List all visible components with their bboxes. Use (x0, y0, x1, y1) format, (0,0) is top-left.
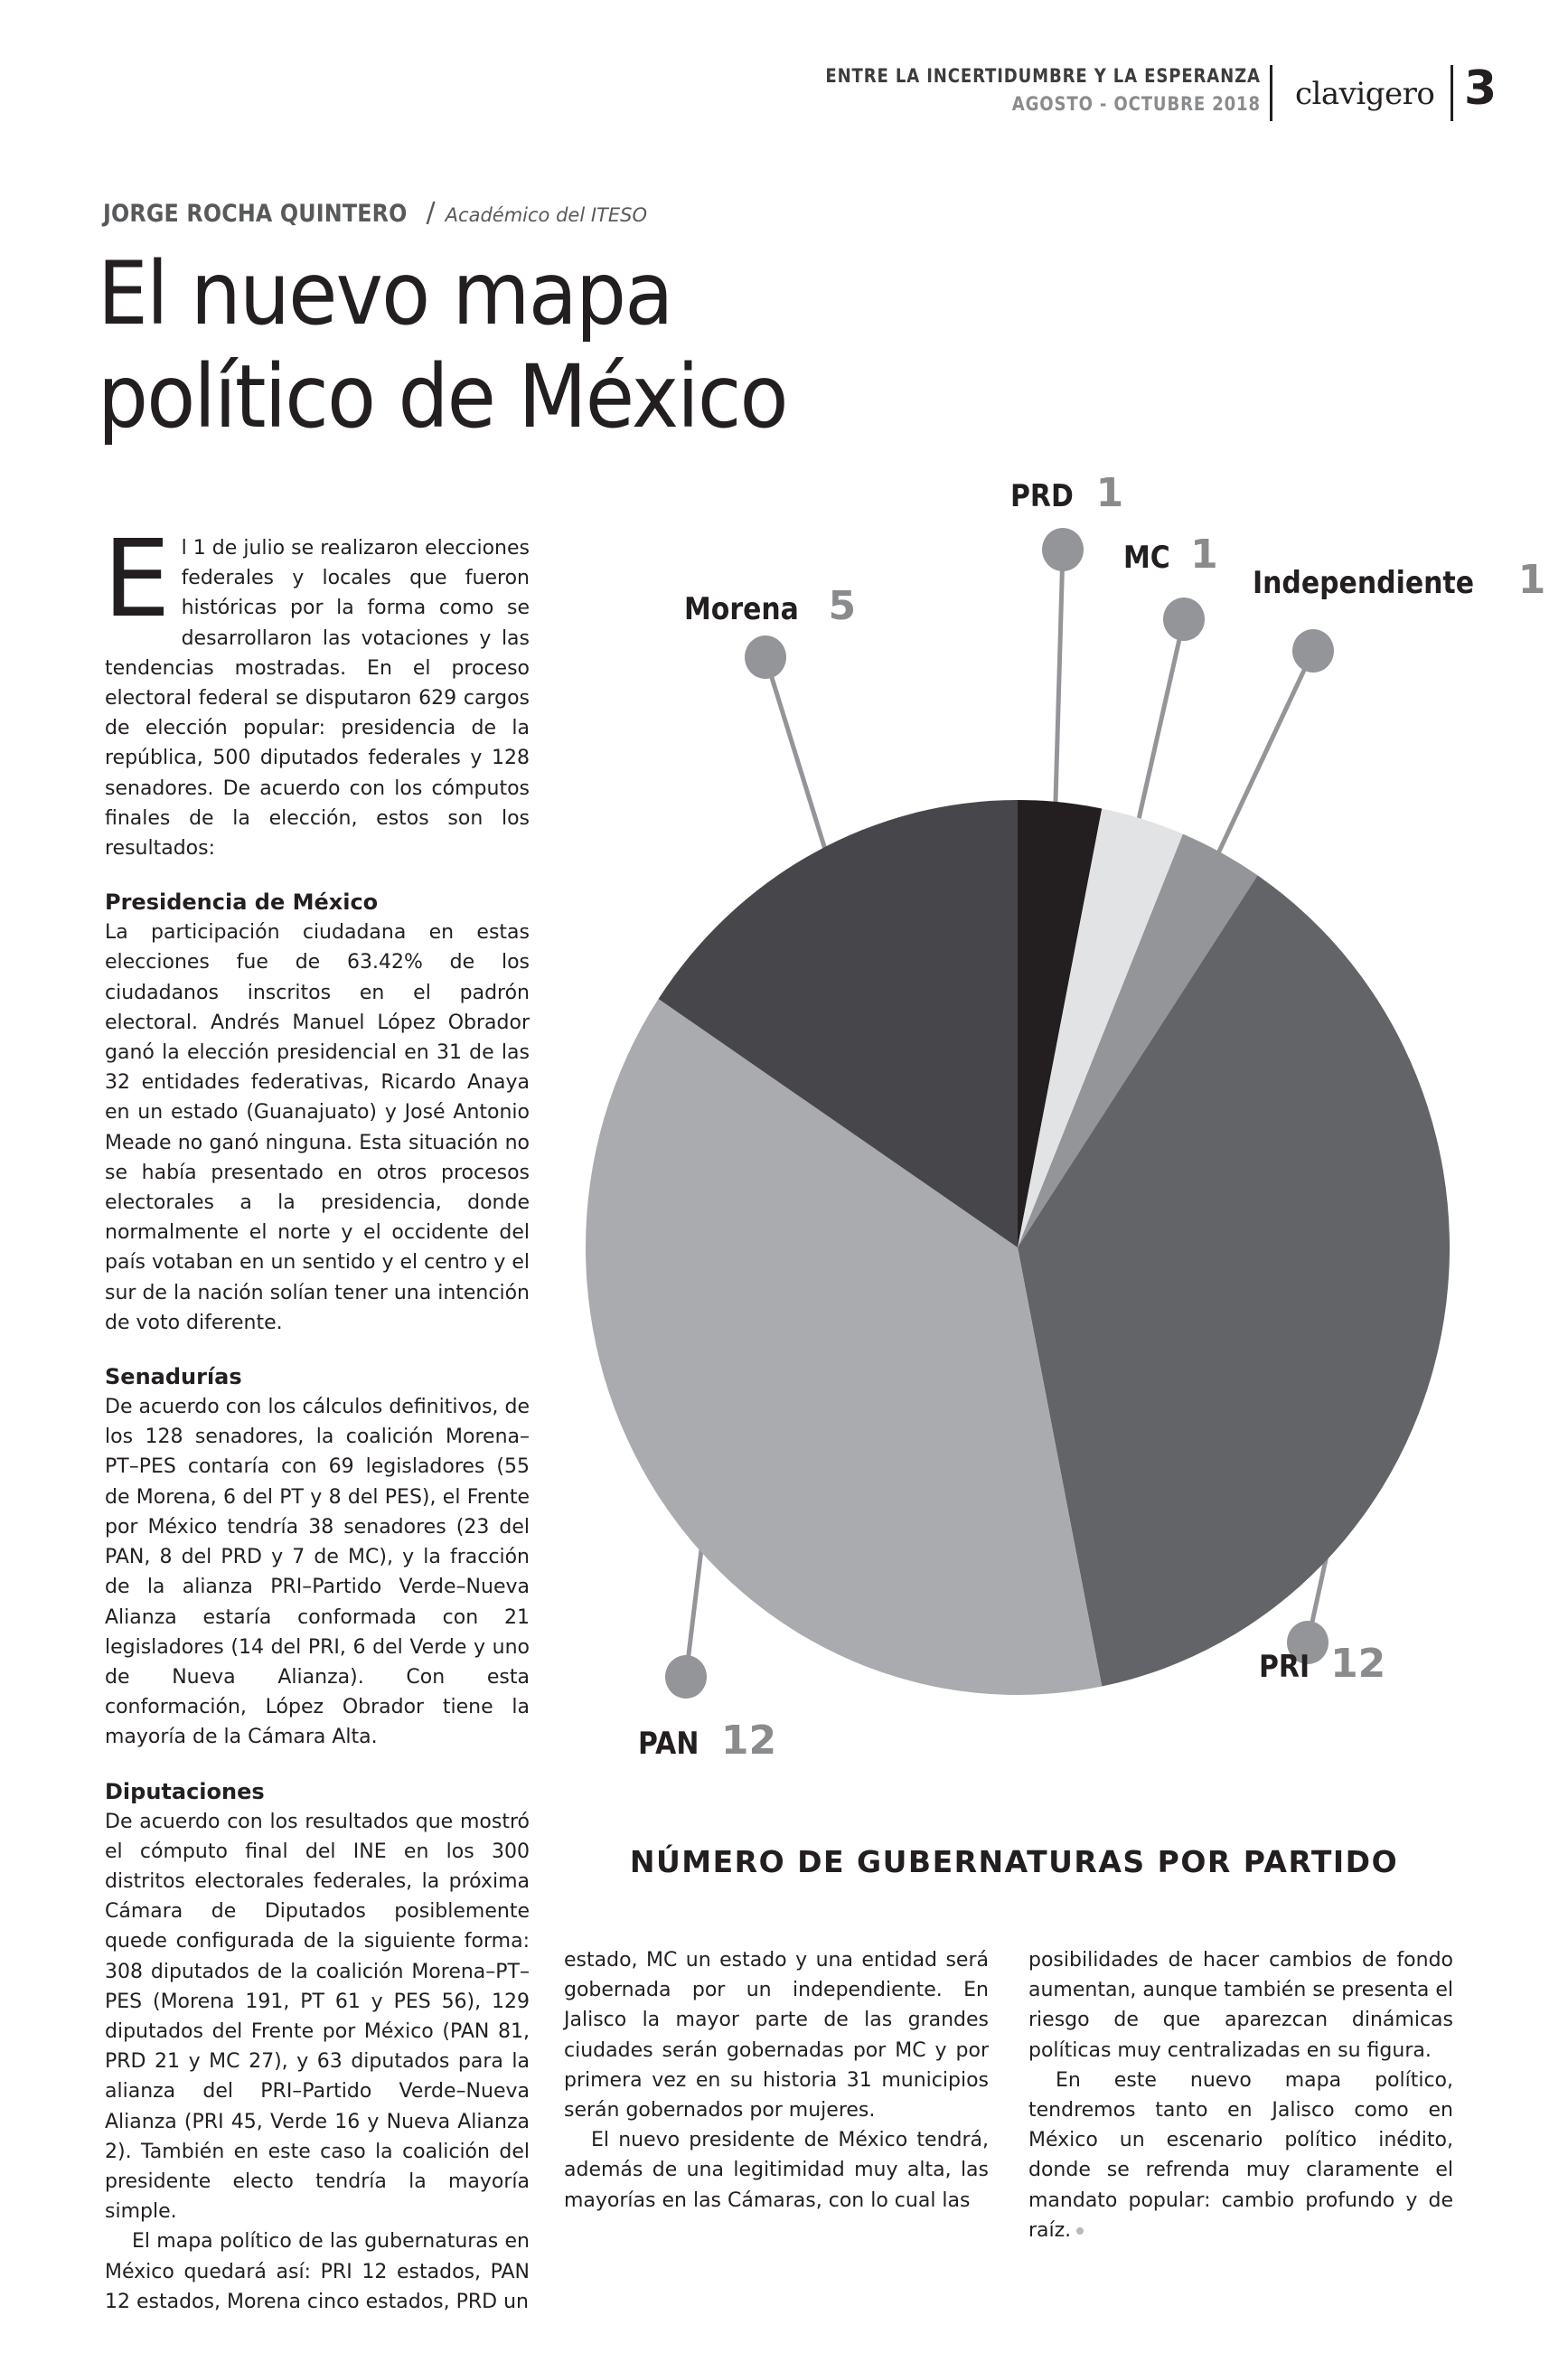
author-role: Académico del ITESO (445, 204, 647, 226)
pie-label-value: 12 (707, 1718, 777, 1764)
pie-slices (586, 800, 1450, 1695)
pin-dot-independiente (1292, 629, 1334, 673)
issue-date: AGOSTO - OCTUBRE 2018 (1011, 93, 1261, 115)
pie-label-independiente (1253, 557, 1545, 603)
section-title: ENTRE LA INCERTIDUMBRE Y LA ESPERANZA (825, 65, 1261, 87)
pie-label-morena (684, 583, 856, 629)
pie-label-value: 12 (1316, 1641, 1386, 1687)
paragraph: El nuevo presidente de México tendrá, además de una legitimidad muy alta, las mayorías en las Cámaras, con lo cual las (564, 2129, 989, 2212)
pie-label-pan (638, 1718, 776, 1764)
pie-label-value: 5 (814, 583, 857, 629)
intro-text: l 1 de julio se realizaron elecciones federales y locales que fueron históricas por la forma como se desarrollaron las votaciones y las tendencias mostradas. En el proceso electoral federal se disputaron 629 cargos de elección popular: presidencia de la república, 500 diputados federales y 128 senadores. De acuerdo con los cómputos finales de la elección, estos son los resultados: (105, 537, 530, 861)
pin-dot-morena (745, 635, 786, 679)
pie-label-name: Independiente (1253, 565, 1475, 601)
pie-label-name: Morena (684, 591, 799, 627)
section-body: La participación ciudadana en estas elecciones fue de 63.42% de los ciudadanos inscritos en el padrón electoral. Andrés Manuel López Obrador ganó la elección presidencial en 31 de las 32 entidades federativas, Ricardo Anaya en un estado (Guanajuato) y José Antonio Meade no ganó ninguna. Esta situación no se había presentado en otros procesos electorales a la presidencia, donde normalmente el norte y el occidente del país votaban en un sentido y el centro y el sur de la nación solían tener una intención de voto diferente. (105, 921, 530, 1334)
paragraph: estado, MC un estado y una entidad será gobernada por un independiente. En Jalisco la mayor parte de las grandes ciudades serán gobernadas por MC y por primera vez en su historia 31 municipios serán gobernados por mujeres. (564, 1949, 989, 2122)
title-line: El nuevo mapa (98, 243, 672, 344)
section-body: De acuerdo con los resultados que mostró el cómputo final del INE en los 300 distritos electorales federales, la próxima Cámara de Diputados posiblemente quede configurada de la siguiente forma: 308 diputados de la coalición Morena–PT–PES (Morena 191, PT 61 y PES 56), 129 diputados del Frente por México (PAN 81, PRD 21 y MC 27), y 63 diputados para la alianza del PRI–Partido Verde–Nueva Alianza (PRI 45, Verde 16 y Nueva Alianza 2). También en este caso la coalición del presidente electo tendría la mayoría simple. (105, 1810, 530, 2224)
publication-name: clavigero (1295, 76, 1435, 112)
section-heading: Diputaciones (105, 1778, 265, 1804)
section-heading: Presidencia de México (105, 889, 379, 916)
pin-dot-pan (665, 1655, 707, 1699)
pie-label-pri (1259, 1641, 1385, 1687)
paragraph: El mapa político de las gubernaturas en México quedará así: PRI 12 estados, PAN 12 estados, Morena cinco estados, PRD un (105, 2230, 530, 2313)
drop-cap: E (103, 516, 171, 641)
pie-label-name: PAN (638, 1726, 699, 1762)
pie-label-name: MC (1123, 540, 1170, 576)
paragraph: posibilidades de hacer cambios de fondo aumentan, aunque también se presenta el riesgo de que aparezcan dinámicas políticas muy centralizadas en su figura. (1028, 1949, 1454, 2062)
pie-label-mc (1123, 532, 1218, 578)
pin-dot-mc (1163, 598, 1205, 641)
pie-label-value: 1 (1082, 470, 1124, 516)
final-paragraph-text: En este nuevo mapa político, tendremos tanto en Jalisco como en México un escenario político inédito, donde se refrenda muy claramente el mandato popular: cambio profundo y de raíz. (1028, 2068, 1453, 2242)
author-name: JORGE ROCHA QUINTERO (103, 200, 408, 228)
section-body: De acuerdo con los cálculos definitivos, de los 128 senadores, la coalición Morena–PT–PES contaría con 69 legisladores (55 de Morena, 6 del PT y 8 del PES), el Frente por México tendría 38 senadores (23 del PAN, 8 del PRD y 7 de MC), y la fracción de la alianza PRI–Partido Verde–Nueva Alianza estaría conformada con 21 legisladores (14 del PRI, 6 del Verde y uno de Nueva Alianza). Con esta conformación, López Obrador tiene la mayoría de la Cámara Alta. (105, 1396, 530, 1749)
pie-label-prd (1010, 470, 1123, 516)
pie-label-name: PRD (1010, 478, 1074, 514)
pie-label-name: PRI (1259, 1649, 1310, 1685)
pin-dot-prd (1042, 528, 1084, 571)
byline-separator: / (426, 197, 436, 229)
title-line: político de México (98, 346, 787, 447)
page-number: 3 (1464, 61, 1498, 116)
section-heading: Senadurías (105, 1364, 242, 1390)
chart-title: NÚMERO DE GUBERNATURAS POR PARTIDO (629, 1844, 1399, 1879)
pie-label-value: 1 (1176, 532, 1218, 578)
pie-label-value: 1 (1504, 557, 1546, 603)
